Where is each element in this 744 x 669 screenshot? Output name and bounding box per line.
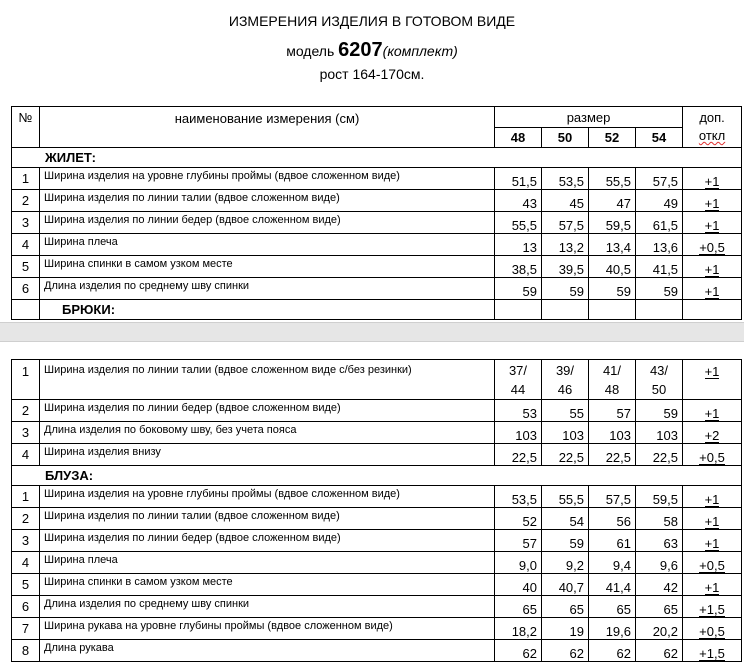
cell-value: 59 — [495, 278, 542, 300]
cell-value: 40 — [495, 574, 542, 596]
tolerance-value: +1 — [704, 580, 720, 595]
tolerance-value: +2 — [704, 428, 720, 443]
cell-value: 57 — [495, 530, 542, 552]
table-row — [12, 234, 742, 256]
row-name: Длина изделия по среднему шву спинки — [40, 596, 495, 618]
cell-value: 103 — [636, 422, 683, 444]
cell-value: 49 — [636, 190, 683, 212]
table-row — [12, 278, 742, 300]
tolerance-value: +1,5 — [699, 602, 725, 617]
tolerance-value: +0,5 — [699, 558, 725, 573]
cell-value: 41/ — [602, 362, 622, 378]
row-name: Ширина изделия по линии бедер (вдвое сложенном виде) — [40, 400, 495, 422]
model-suffix: (комплект) — [382, 43, 458, 59]
row-tolerance — [683, 508, 742, 530]
cell-value: 19,6 — [589, 618, 636, 640]
cell-value: 103 — [495, 422, 542, 444]
header-num: № — [12, 107, 40, 148]
cell-value: 22,5 — [495, 444, 542, 466]
cell-value: 9,6 — [636, 552, 683, 574]
row-tolerance — [683, 278, 742, 300]
section-vest-title: ЖИЛЕТ: — [12, 148, 742, 168]
cell-value: 65 — [495, 596, 542, 618]
header-extra — [683, 107, 742, 148]
tolerance-value: +1 — [704, 492, 720, 507]
cell-value: 9,2 — [542, 552, 589, 574]
row-tolerance — [683, 596, 742, 618]
table-row — [12, 486, 742, 508]
row-num: 4 — [12, 552, 40, 574]
row-tolerance — [683, 234, 742, 256]
cell-value: 103 — [589, 422, 636, 444]
row-num: 3 — [12, 422, 40, 444]
row-tolerance — [683, 574, 742, 596]
cell-value: 59,5 — [636, 486, 683, 508]
row-num: 3 — [12, 530, 40, 552]
cell-value: 59,5 — [589, 212, 636, 234]
cell-value: 43/ — [649, 362, 669, 378]
row-num: 1 — [12, 486, 40, 508]
row-num: 2 — [12, 190, 40, 212]
cell-value: 62 — [636, 640, 683, 662]
cell-value: 55 — [542, 400, 589, 422]
cell-value: 22,5 — [636, 444, 683, 466]
table-row — [12, 212, 742, 234]
size-50: 50 — [542, 128, 589, 148]
row-tolerance — [683, 212, 742, 234]
row-num: 6 — [12, 278, 40, 300]
table-row — [12, 618, 742, 640]
row-tolerance — [683, 552, 742, 574]
cell-value: 37/ — [508, 362, 528, 378]
cell-value: 53,5 — [495, 486, 542, 508]
row-name: Ширина спинки в самом узком месте — [40, 256, 495, 278]
row-name: Ширина изделия по линии талии (вдвое сложенном виде с/без резинки) — [40, 360, 495, 400]
cell-value: 103 — [542, 422, 589, 444]
page-break — [0, 322, 744, 342]
cell-value: 62 — [495, 640, 542, 662]
row-name: Ширина спинки в самом узком месте — [40, 574, 495, 596]
section-blouse-title: БЛУЗА: — [12, 466, 742, 486]
tolerance-value: +0,5 — [699, 624, 725, 639]
row-tolerance — [683, 422, 742, 444]
row-name: Ширина изделия по линии бедер (вдвое сложенном виде) — [40, 530, 495, 552]
cell-value: 22,5 — [589, 444, 636, 466]
cell-value: 65 — [542, 596, 589, 618]
row-name: Ширина изделия по линии талии (вдвое сложенном виде) — [40, 508, 495, 530]
cell-value: 58 — [636, 508, 683, 530]
table-row — [12, 400, 742, 422]
size-52: 52 — [589, 128, 636, 148]
row-num: 2 — [12, 508, 40, 530]
cell-value: 65 — [589, 596, 636, 618]
cell-value: 13 — [495, 234, 542, 256]
size-54: 54 — [636, 128, 683, 148]
cell-value: 18,2 — [495, 618, 542, 640]
table-row — [12, 444, 742, 466]
cell-value: 61 — [589, 530, 636, 552]
row-name: Ширина изделия по линии бедер (вдвое сложенном виде) — [40, 212, 495, 234]
cell-value: 9,4 — [589, 552, 636, 574]
header-size: размер — [495, 107, 683, 128]
cell-value: 48 — [604, 381, 620, 397]
cell-value: 53,5 — [542, 168, 589, 190]
cell-value: 45 — [542, 190, 589, 212]
row-num: 1 — [12, 168, 40, 190]
row-name: Ширина плеча — [40, 552, 495, 574]
row-name: Длина изделия по среднему шву спинки — [40, 278, 495, 300]
table-row — [12, 422, 742, 444]
row-tolerance — [683, 530, 742, 552]
tolerance-value: +1 — [704, 174, 720, 189]
row-name: Ширина изделия внизу — [40, 444, 495, 466]
row-tolerance — [683, 168, 742, 190]
measurements-table-top — [11, 106, 742, 320]
row-num: 6 — [12, 596, 40, 618]
row-name: Ширина изделия на уровне глубины проймы (вдвое сложенном виде) — [40, 486, 495, 508]
table-row — [12, 574, 742, 596]
cell-value: 59 — [636, 278, 683, 300]
cell-value: 56 — [589, 508, 636, 530]
cell-value: 55,5 — [495, 212, 542, 234]
row-name: Ширина рукава на уровне глубины проймы (вдвое сложенном виде) — [40, 618, 495, 640]
cell-value: 55,5 — [589, 168, 636, 190]
cell-value: 20,2 — [636, 618, 683, 640]
cell-value: 59 — [589, 278, 636, 300]
row-num: 5 — [12, 574, 40, 596]
model-prefix: модель — [286, 43, 335, 59]
row-tolerance — [683, 444, 742, 466]
table-row — [12, 552, 742, 574]
tolerance-value: +1 — [704, 514, 720, 529]
cell-value: 53 — [495, 400, 542, 422]
header-extra-line1: доп. — [699, 110, 725, 125]
tolerance-value: +1 — [704, 284, 720, 299]
tolerance-value: +0,5 — [699, 450, 725, 465]
row-tolerance — [683, 640, 742, 662]
cell-value: 38,5 — [495, 256, 542, 278]
tolerance-value: +0,5 — [699, 240, 725, 255]
cell-value: 51,5 — [495, 168, 542, 190]
table-row — [12, 508, 742, 530]
cell-value: 61,5 — [636, 212, 683, 234]
row-num: 4 — [12, 234, 40, 256]
row-num: 4 — [12, 444, 40, 466]
row-tolerance — [683, 190, 742, 212]
cell-value: 57 — [589, 400, 636, 422]
tolerance-value: +1 — [704, 406, 720, 421]
table-row — [12, 360, 742, 400]
cell-value: 57,5 — [636, 168, 683, 190]
cell-value: 46 — [557, 381, 573, 397]
cell-value: 40,7 — [542, 574, 589, 596]
cell-value: 50 — [651, 381, 667, 397]
row-name: Ширина плеча — [40, 234, 495, 256]
row-tolerance — [683, 256, 742, 278]
cell-value: 22,5 — [542, 444, 589, 466]
table-row — [12, 168, 742, 190]
table-row — [12, 256, 742, 278]
tolerance-value: +1 — [704, 364, 720, 379]
tolerance-value: +1 — [704, 196, 720, 211]
cell-value: 59 — [542, 530, 589, 552]
cell-value: 65 — [636, 596, 683, 618]
table-row — [12, 640, 742, 662]
height-range: рост 164-170см. — [319, 66, 425, 82]
cell-value: 42 — [636, 574, 683, 596]
row-name: Ширина изделия по линии талии (вдвое сложенном виде) — [40, 190, 495, 212]
cell-value: 44 — [510, 381, 526, 397]
cell-value: 62 — [542, 640, 589, 662]
cell-value: 62 — [589, 640, 636, 662]
table-row — [12, 190, 742, 212]
cell-value: 54 — [542, 508, 589, 530]
row-num: 8 — [12, 640, 40, 662]
cell-value: 59 — [542, 278, 589, 300]
size-48: 48 — [495, 128, 542, 148]
cell-value: 57,5 — [589, 486, 636, 508]
cell-value: 63 — [636, 530, 683, 552]
cell-value: 13,4 — [589, 234, 636, 256]
table-row — [12, 596, 742, 618]
row-name: Длина рукава — [40, 640, 495, 662]
cell-value: 13,6 — [636, 234, 683, 256]
row-num: 7 — [12, 618, 40, 640]
cell-value: 39/ — [555, 362, 575, 378]
cell-value: 40,5 — [589, 256, 636, 278]
row-tolerance — [683, 618, 742, 640]
measurements-table-bottom — [11, 359, 742, 662]
row-tolerance — [683, 486, 742, 508]
section-pants-title: БРЮКИ: — [40, 300, 495, 320]
cell-value: 52 — [495, 508, 542, 530]
cell-value: 59 — [636, 400, 683, 422]
table-row — [12, 530, 742, 552]
cell-value: 13,2 — [542, 234, 589, 256]
cell-value: 9,0 — [495, 552, 542, 574]
model-number: 6207 — [338, 39, 383, 61]
row-num: 2 — [12, 400, 40, 422]
row-name: Длина изделия по боковому шву, без учета пояса — [40, 422, 495, 444]
row-tolerance — [683, 360, 742, 400]
cell-value: 57,5 — [542, 212, 589, 234]
cell-value: 39,5 — [542, 256, 589, 278]
row-name: Ширина изделия на уровне глубины проймы (вдвое сложенном виде) — [40, 168, 495, 190]
tolerance-value: +1 — [704, 536, 720, 551]
cell-value: 47 — [589, 190, 636, 212]
cell-value: 41,5 — [636, 256, 683, 278]
row-tolerance — [683, 400, 742, 422]
document-title: ИЗМЕРЕНИЯ ИЗДЕЛИЯ В ГОТОВОМ ВИДЕ — [228, 13, 516, 29]
cell-value: 43 — [495, 190, 542, 212]
cell-value: 41,4 — [589, 574, 636, 596]
header-extra-line2: откл — [698, 128, 726, 143]
cell-value: 55,5 — [542, 486, 589, 508]
row-num: 1 — [12, 360, 40, 400]
tolerance-value: +1,5 — [699, 646, 725, 661]
tolerance-value: +1 — [704, 262, 720, 277]
header-name: наименование измерения (см) — [40, 107, 495, 148]
cell-value: 19 — [542, 618, 589, 640]
row-num: 3 — [12, 212, 40, 234]
tolerance-value: +1 — [704, 218, 720, 233]
row-num: 5 — [12, 256, 40, 278]
model-line — [0, 39, 744, 62]
